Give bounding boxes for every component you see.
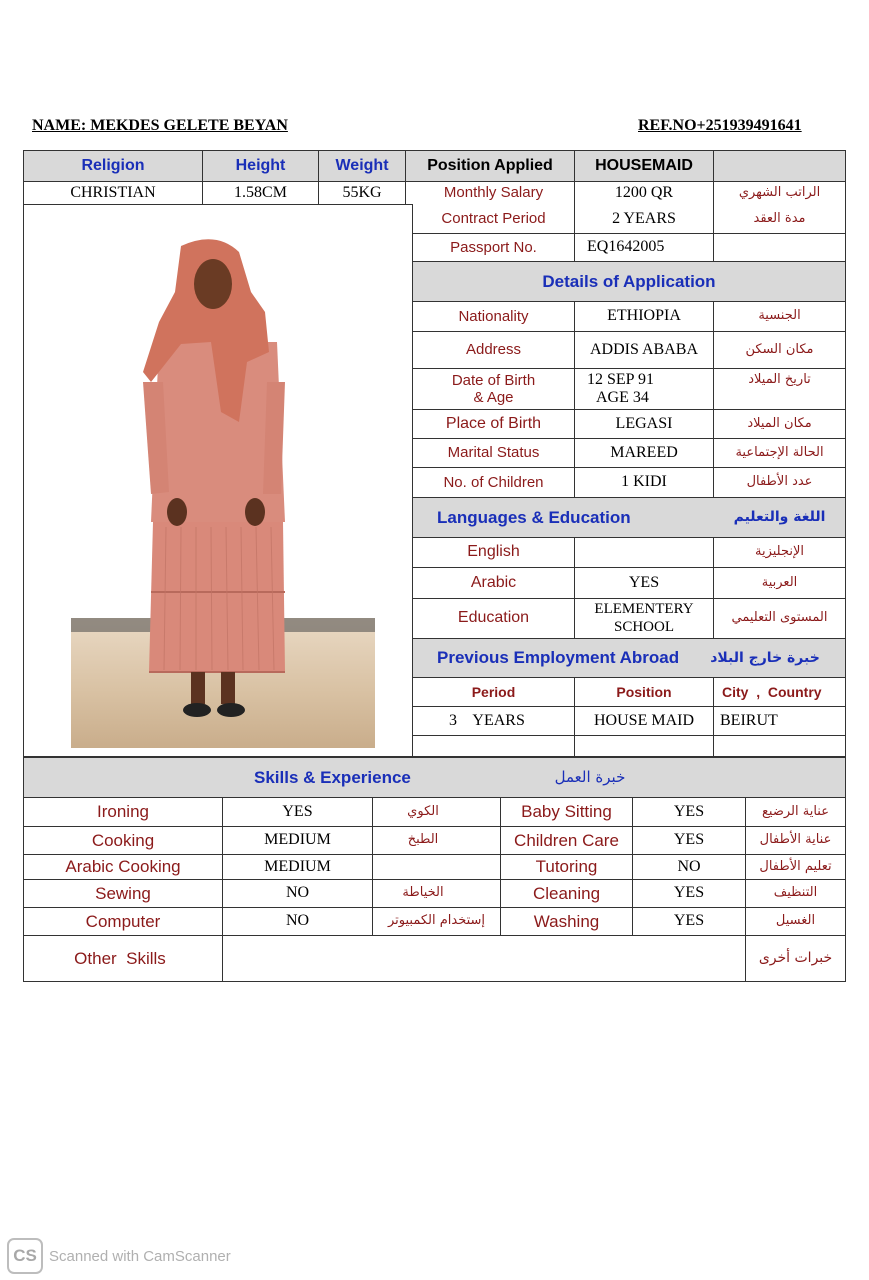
birthplace-label: Place of Birth xyxy=(445,414,542,432)
employment-title: Previous Employment Abroad xyxy=(413,639,845,677)
employment-col-country: City , Country xyxy=(722,683,822,700)
skill-cleaning-value: YES xyxy=(673,884,705,902)
candidate-photo xyxy=(71,232,375,748)
height-label: Height xyxy=(203,151,318,181)
religion-value: CHRISTIAN xyxy=(70,183,156,201)
skill-computer-label: Computer xyxy=(85,911,161,931)
birthplace-arabic: مكان الميلاد xyxy=(747,415,812,431)
languages-title: Languages & Education xyxy=(413,498,845,537)
skill-arabiccooking-arabic xyxy=(373,855,473,879)
skill-arabiccooking-label: Arabic Cooking xyxy=(65,857,181,877)
camscanner-logo-icon: CS xyxy=(7,1238,43,1274)
skill-computer-arabic: إستخدام الكمبيوتر xyxy=(387,913,486,929)
skill-sewing-arabic: الخياطة xyxy=(402,885,444,901)
contract-period-value: 2 YEARS xyxy=(612,209,676,227)
skill-arabiccooking-value: MEDIUM xyxy=(264,857,331,875)
weight-value: 55KG xyxy=(342,183,382,201)
skill-tutoring-arabic: تعليم الأطفال xyxy=(759,858,832,874)
skill-sewing-value: NO xyxy=(285,884,310,902)
nationality-label: Nationality xyxy=(458,307,529,325)
skill-tutoring-label: Tutoring xyxy=(535,857,598,877)
languages-title-arabic: اللغة والتعليم xyxy=(733,509,826,526)
children-label: No. of Children xyxy=(443,473,544,491)
arabic-label: Arabic xyxy=(470,573,517,591)
address-label: Address xyxy=(465,341,522,359)
skill-cooking-label: Cooking xyxy=(91,830,155,850)
dob-value xyxy=(575,369,713,409)
education-value xyxy=(575,599,713,638)
education-label: Education xyxy=(457,609,530,627)
skill-washing-label: Washing xyxy=(533,911,600,931)
employment-position-value: HOUSE MAID xyxy=(594,711,694,729)
employment-period-value: 3 YEARS xyxy=(449,711,525,729)
skill-cleaning-arabic: التنظيف xyxy=(773,885,818,901)
dob-arabic: تاريخ الميلاد xyxy=(748,371,811,387)
camscanner-text: Scanned with CamScanner xyxy=(49,1248,231,1265)
arabic-arabic: العربية xyxy=(761,574,798,590)
skill-babysitting-label: Baby Sitting xyxy=(521,802,612,822)
skill-childrencare-arabic: عناية الأطفال xyxy=(759,832,832,848)
skill-babysitting-arabic: عناية الرضيع xyxy=(762,803,829,819)
children-arabic: عدد الأطفال xyxy=(746,474,813,490)
dob-date: 12 SEP 91 xyxy=(587,370,654,388)
skill-babysitting-value: YES xyxy=(673,802,705,820)
dob-age: AGE 34 xyxy=(596,389,649,406)
nationality-value: ETHIOPIA xyxy=(607,307,681,325)
contract-period-label: Contract Period xyxy=(441,210,546,228)
english-label: English xyxy=(467,543,520,561)
salary-label: Monthly Salary xyxy=(443,184,544,202)
nationality-arabic: الجنسية xyxy=(758,308,801,324)
skill-tutoring-value: NO xyxy=(677,857,701,875)
english-arabic: الإنجليزية xyxy=(754,544,805,560)
skill-computer-value: NO xyxy=(285,912,310,930)
education-value-line2: SCHOOL xyxy=(613,618,674,635)
arabic-value: YES xyxy=(628,573,660,591)
address-arabic: مكان السكن xyxy=(745,341,814,357)
skill-ironing-arabic: الكوي xyxy=(407,803,439,819)
skill-sewing-label: Sewing xyxy=(95,883,151,903)
skill-childrencare-label: Children Care xyxy=(514,830,619,850)
employment-title-arabic: خبرة خارج البلاد xyxy=(710,649,820,666)
passport-value: EQ1642005 xyxy=(587,238,665,256)
birthplace-value: LEGASI xyxy=(615,414,673,432)
skill-ironing-label: Ironing xyxy=(97,802,149,822)
skill-cooking-arabic: الطبخ xyxy=(407,832,439,848)
children-value: 1 KIDI xyxy=(621,473,667,491)
skills-title: Skills & Experience xyxy=(24,758,845,797)
passport-label: Passport No. xyxy=(450,238,537,256)
address-value: ADDIS ABABA xyxy=(589,340,698,358)
other-skills-value xyxy=(223,936,745,981)
skill-cooking-value: MEDIUM xyxy=(264,831,331,849)
dob-label xyxy=(413,369,574,409)
skill-cleaning-label: Cleaning xyxy=(532,883,601,903)
employment-col-position: Position xyxy=(616,683,672,700)
dob-label-line2: & Age xyxy=(473,389,514,406)
salary-arabic: الراتب الشهري xyxy=(738,184,821,200)
skill-ironing-value: YES xyxy=(282,802,313,820)
candidate-name: NAME: MEKDES GELETE BEYAN xyxy=(32,117,288,134)
position-label: Position Applied xyxy=(406,151,574,181)
employment-col-period: Period xyxy=(471,683,516,700)
details-title: Details of Application xyxy=(413,262,845,301)
height-value: 1.58CM xyxy=(234,183,287,201)
religion-label: Religion xyxy=(24,151,202,181)
salary-value: 1200 QR xyxy=(614,183,674,201)
empty-header-cell xyxy=(714,151,845,181)
other-skills-arabic: خبرات أخرى xyxy=(758,950,833,967)
skill-washing-value: YES xyxy=(673,912,705,930)
english-value xyxy=(575,538,713,567)
education-arabic: المستوى التعليمي xyxy=(731,610,828,626)
employment-country-value: BEIRUT xyxy=(720,711,778,729)
marital-arabic: الحالة الإجتماعية xyxy=(735,444,824,460)
education-value-line1: ELEMENTERY xyxy=(594,601,694,618)
weight-label: Weight xyxy=(319,151,405,181)
skills-title-arabic: خبرة العمل xyxy=(554,767,626,786)
marital-label: Marital Status xyxy=(447,444,540,462)
skill-washing-arabic: الغسيل xyxy=(775,913,816,929)
position-value: HOUSEMAID xyxy=(575,151,713,181)
reference-number: REF.NO+251939491641 xyxy=(638,117,802,134)
dob-label-line1: Date of Birth xyxy=(451,371,536,389)
contract-period-arabic: مدة العقد xyxy=(753,210,806,226)
other-skills-label: Other Skills xyxy=(74,948,166,968)
marital-value: MAREED xyxy=(610,443,678,461)
skill-childrencare-value: YES xyxy=(673,831,705,849)
